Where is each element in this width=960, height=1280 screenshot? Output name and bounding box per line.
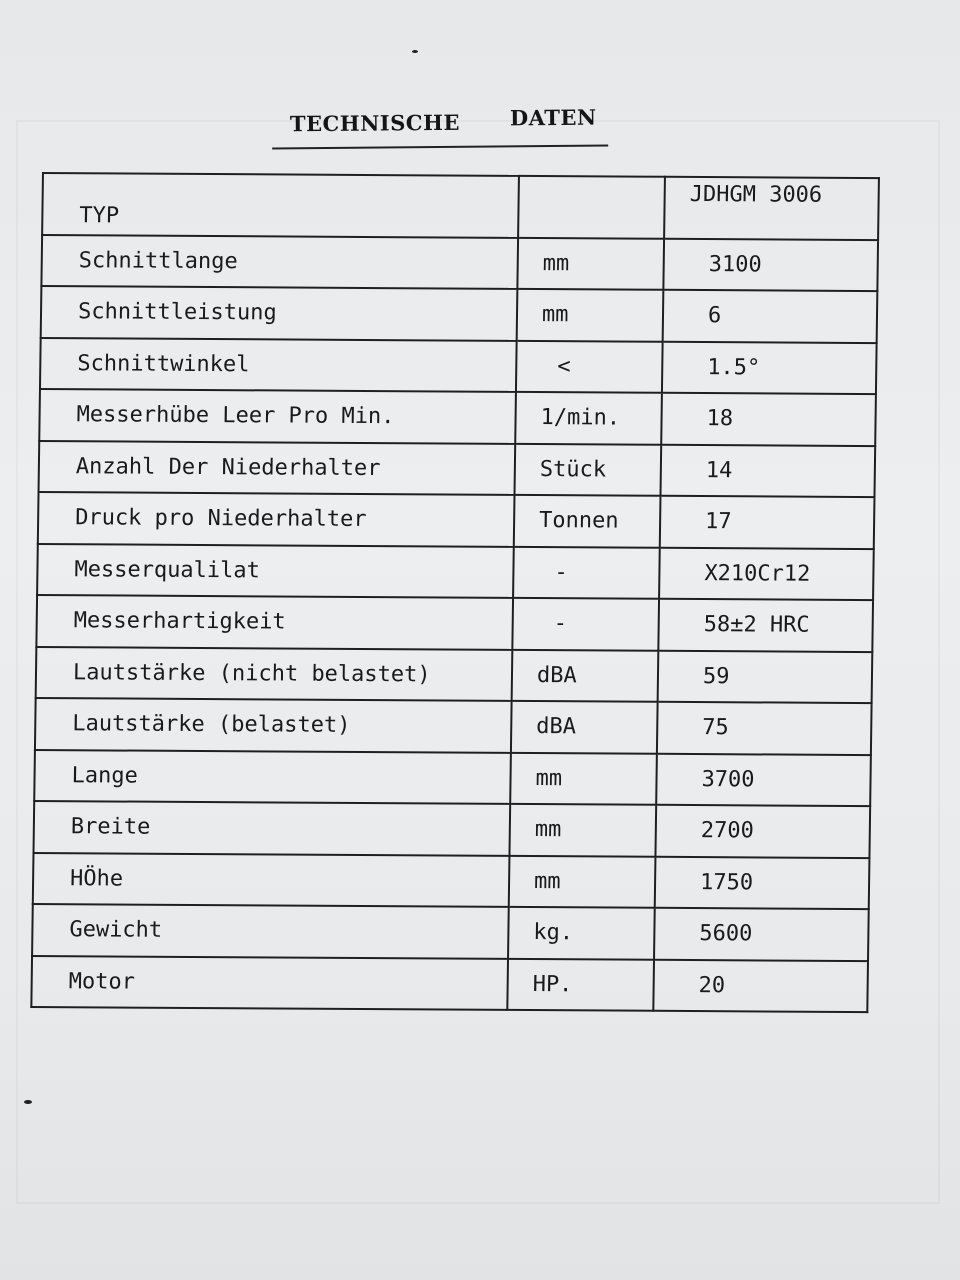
- table-row: [37, 543, 874, 600]
- spec-value: 14: [660, 444, 875, 497]
- spec-unit: -: [513, 546, 660, 598]
- spec-label: Anzahl Der Niederhalter: [39, 441, 516, 495]
- spec-unit: dBA: [511, 701, 658, 753]
- spec-value: JDHGM 3006: [664, 177, 879, 240]
- spec-unit: kg.: [508, 907, 655, 959]
- table-row: [36, 595, 873, 652]
- spec-unit: <: [516, 340, 663, 392]
- table-row: [41, 286, 878, 343]
- spec-unit: Tonnen: [514, 495, 661, 547]
- ink-speck: [24, 1100, 32, 1104]
- spec-value: 18: [661, 393, 876, 446]
- table-row: [33, 801, 870, 858]
- spec-value: 3100: [663, 238, 878, 291]
- table-row: [33, 852, 870, 909]
- spec-value: 17: [660, 496, 875, 549]
- spec-unit: -: [512, 598, 659, 650]
- spec-unit: dBA: [512, 649, 659, 701]
- spec-value: 75: [657, 702, 872, 755]
- spec-label: Messerhübe Leer Pro Min.: [39, 389, 516, 443]
- spec-value: 1750: [655, 856, 870, 909]
- spec-label: TYP: [42, 173, 519, 237]
- technical-data-table: [30, 172, 880, 1013]
- spec-value: 1.5°: [662, 341, 877, 394]
- spec-label: Druck pro Niederhalter: [38, 492, 515, 546]
- spec-value: 6: [663, 290, 878, 343]
- table-row: [31, 955, 868, 1012]
- title-underline: [272, 145, 608, 150]
- spec-unit: [518, 176, 665, 238]
- spec-value: 58±2 HRC: [658, 599, 873, 652]
- table-row: [39, 389, 876, 446]
- spec-label: Schnittwinkel: [40, 338, 517, 392]
- spec-unit: mm: [509, 855, 656, 907]
- spec-label: HÖhe: [33, 852, 510, 906]
- table-row: [41, 235, 878, 292]
- title-word-technische: TECHNISCHE: [289, 109, 461, 137]
- spec-unit: 1/min.: [515, 392, 662, 444]
- document-title: [272, 103, 608, 150]
- spec-unit: mm: [509, 804, 656, 856]
- spec-label: Messerhartigkeit: [36, 595, 513, 649]
- table-row: [32, 904, 869, 961]
- table-row: [38, 492, 875, 549]
- table-row: [34, 749, 871, 806]
- spec-label: Motor: [31, 955, 508, 1009]
- spec-label: Schnittleistung: [41, 286, 518, 340]
- spec-unit: mm: [510, 752, 657, 804]
- spec-label: Lange: [34, 749, 511, 803]
- spec-value: 20: [653, 959, 868, 1012]
- spec-label: Messerqualilat: [37, 543, 514, 597]
- spec-unit: mm: [517, 237, 664, 289]
- spec-unit: HP.: [507, 958, 654, 1010]
- spec-unit: mm: [517, 289, 664, 341]
- spec-value: 2700: [655, 805, 870, 858]
- spec-value: X210Cr12: [659, 547, 874, 600]
- spec-label: Lautstärke (nicht belastet): [36, 646, 513, 700]
- table-header-row: [42, 173, 879, 240]
- spec-label: Gewicht: [32, 904, 509, 958]
- spec-label: Breite: [33, 801, 510, 855]
- table-row: [36, 646, 873, 703]
- ink-speck: [412, 50, 418, 53]
- table-row: [35, 698, 872, 755]
- spec-value: 59: [658, 650, 873, 703]
- table-row: [39, 441, 876, 498]
- spec-value: 3700: [656, 753, 871, 806]
- spec-label: Schnittlange: [41, 235, 518, 289]
- table-row: [40, 338, 877, 395]
- title-word-daten: DATEN: [509, 104, 597, 131]
- spec-unit: Stück: [515, 443, 662, 495]
- spec-value: 5600: [654, 908, 869, 961]
- spec-label: Lautstärke (belastet): [35, 698, 512, 752]
